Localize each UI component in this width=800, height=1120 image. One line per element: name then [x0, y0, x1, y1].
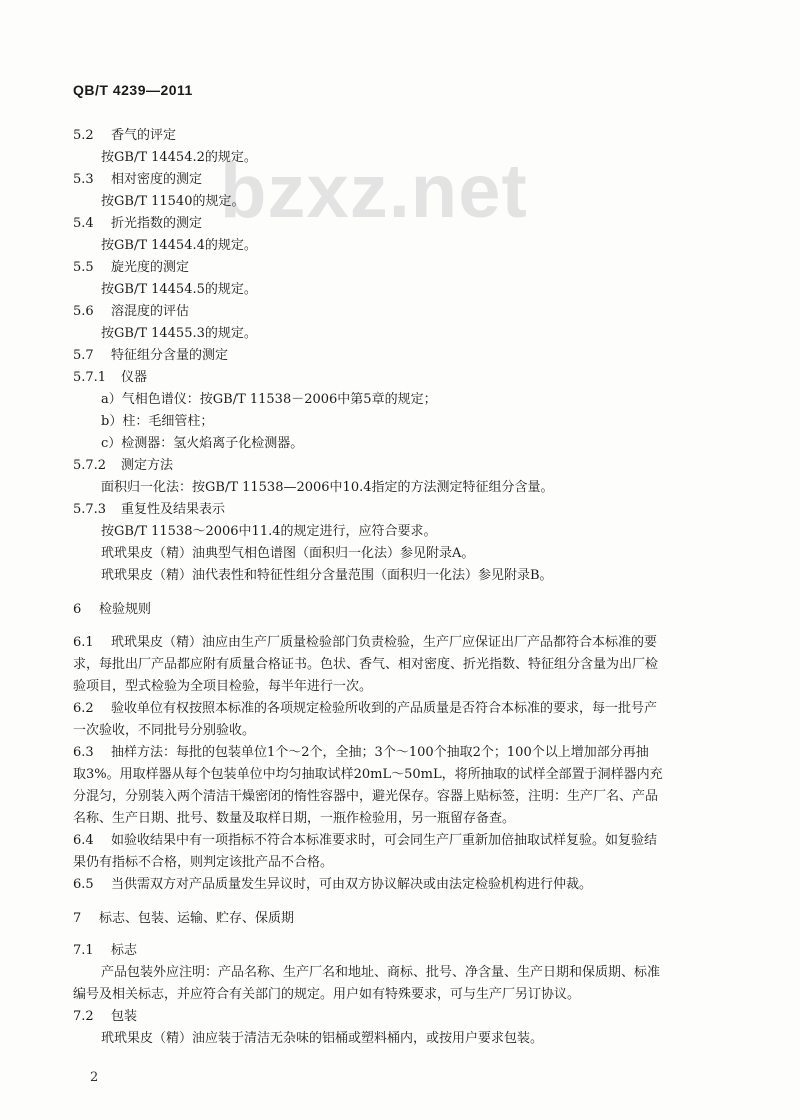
body-line: 按GB/T 14454.2的规定。 [101, 150, 257, 165]
page-number: 2 [90, 1070, 99, 1085]
body-line: 面积归一化法：按GB/T 11538—2006中10.4指定的方法测定特征组分含量。 [101, 480, 554, 495]
body-line: 玳玳果皮（精）油代表性和特征性组分含量范围（面积归一化法）参见附录B。 [101, 568, 553, 583]
section-number: 6 [73, 602, 82, 617]
line-text: 仪器 [121, 370, 148, 385]
section-number: 5.7.3 [73, 502, 107, 517]
section-line [73, 911, 294, 927]
line-text: 相对密度的测定 [111, 172, 203, 187]
section-line [73, 745, 649, 761]
line-text: 如验收结果中有一项指标不符合本标准要求时，可会同生产厂重新加倍抽取试样复验。如复验结 [111, 833, 658, 848]
line-text: 包装 [111, 1009, 138, 1024]
line-text: 测定方法 [121, 458, 174, 473]
section-heading: 检验规则 [99, 602, 152, 617]
section-number: 6.3 [73, 745, 94, 760]
section-number: 5.7.2 [73, 458, 107, 473]
section-number: 5.2 [73, 128, 94, 143]
section-number: 5.6 [73, 304, 94, 319]
body-line: 编号及相关标志，并应符合有关部门的规定。用户如有特殊要求，可与生产厂另订协议。 [73, 987, 581, 1002]
section-line [73, 172, 202, 188]
line-text: 溶混度的评估 [111, 304, 190, 319]
section-line [73, 877, 592, 893]
section-number: 6.2 [73, 701, 94, 716]
section-line [73, 943, 137, 959]
body-line: 按GB/T 14455.3的规定。 [101, 326, 257, 341]
document-code: QB/T 4239—2011 [73, 82, 193, 98]
section-number: 6.1 [73, 635, 94, 650]
line-text: 旋光度的测定 [111, 260, 190, 275]
line-text: 标志 [111, 943, 138, 958]
section-number: 5.3 [73, 172, 94, 187]
body-line: 玳玳果皮（精）油典型气相色谱图（面积归一化法）参见附录A。 [101, 546, 475, 561]
body-line: 一次验收，不同批号分别验收。 [73, 723, 256, 738]
line-text: 抽样方法：每批的包装单位1个～2个，全抽；3个～100个抽取2个；100个以上增加部分再抽 [111, 745, 649, 760]
line-text: 玳玳果皮（精）油应由生产厂质量检验部门负责检验，生产厂应保证出厂产品都符合本标准的要 [111, 635, 658, 650]
body-line: 果仍有指标不合格，则判定该批产品不合格。 [73, 855, 334, 870]
section-heading: 标志、包装、运输、贮存、保质期 [99, 911, 295, 926]
section-line [73, 304, 189, 320]
section-number: 5.7.1 [73, 370, 107, 385]
line-text: 香气的评定 [111, 128, 177, 143]
section-number: 7 [73, 911, 82, 926]
watermark: bzxz.net [220, 149, 528, 234]
body-line: 按GB/T 14454.4的规定。 [101, 238, 257, 253]
section-line [73, 502, 225, 518]
line-text: 折光指数的测定 [111, 216, 203, 231]
section-number: 6.4 [73, 833, 94, 848]
body-line: c）检测器：氢火焰离子化检测器。 [101, 436, 304, 451]
body-line: 求，每批出厂产品都应附有质量合格证书。色状、香气、相对密度、折光指数、特征组分含量为出厂检 [73, 657, 659, 672]
section-number: 5.7 [73, 348, 94, 363]
section-number: 5.4 [73, 216, 94, 231]
body-line: 验项目，型式检验为全项目检验，每半年进行一次。 [73, 679, 373, 694]
section-number: 5.5 [73, 260, 94, 275]
section-line [73, 260, 189, 276]
body-line: 按GB/T 14454.5的规定。 [101, 282, 257, 297]
body-line: 取3%。用取样器从每个包装单位中均匀抽取试样20mL～50mL，将所抽取的试样全部置于洞样器内充 [73, 767, 663, 782]
line-text: 当供需双方对产品质量发生异议时，可由双方协议解决或由法定检验机构进行仲裁。 [111, 877, 593, 892]
section-line [73, 833, 657, 849]
section-line [73, 370, 147, 386]
section-line [73, 216, 202, 232]
section-line [73, 635, 657, 651]
section-number: 7.2 [73, 1009, 94, 1024]
section-line [73, 348, 228, 364]
body-line: 产品包装外应注明：产品名称、生产厂名和地址、商标、批号、净含量、生产日期和保质期、标准 [101, 965, 661, 980]
line-text: 验收单位有权按照本标准的各项规定检验所收到的产品质量是否符合本标准的要求，每一批号产 [111, 701, 658, 716]
body-line: 按GB/T 11540的规定。 [101, 194, 245, 209]
section-line [73, 458, 173, 474]
section-number: 6.5 [73, 877, 94, 892]
line-text: 重复性及结果表示 [121, 502, 226, 517]
section-line [73, 1009, 137, 1025]
section-line [73, 602, 151, 618]
body-line: 按GB/T 11538～2006中11.4的规定进行，应符合要求。 [101, 524, 437, 539]
body-line: 玳玳果皮（精）油应装于清洁无杂味的铝桶或塑料桶内，或按用户要求包装。 [101, 1031, 544, 1046]
section-number: 7.1 [73, 943, 94, 958]
section-line [73, 701, 657, 717]
body-line: a）气相色谱仪：按GB/T 11538－2006中第5章的规定； [101, 392, 437, 407]
body-line: 名称、生产日期、批号、数量及取样日期，一瓶作检验用，另一瓶留存备查。 [73, 811, 516, 826]
body-line: 分混匀，分别装入两个清洁干燥密闭的惰性容器中，避光保存。容器上贴标签，注明：生产厂名、产品 [73, 789, 659, 804]
line-text: 特征组分含量的测定 [111, 348, 229, 363]
section-line [73, 128, 176, 144]
body-line: b）柱：毛细管柱； [101, 414, 214, 429]
